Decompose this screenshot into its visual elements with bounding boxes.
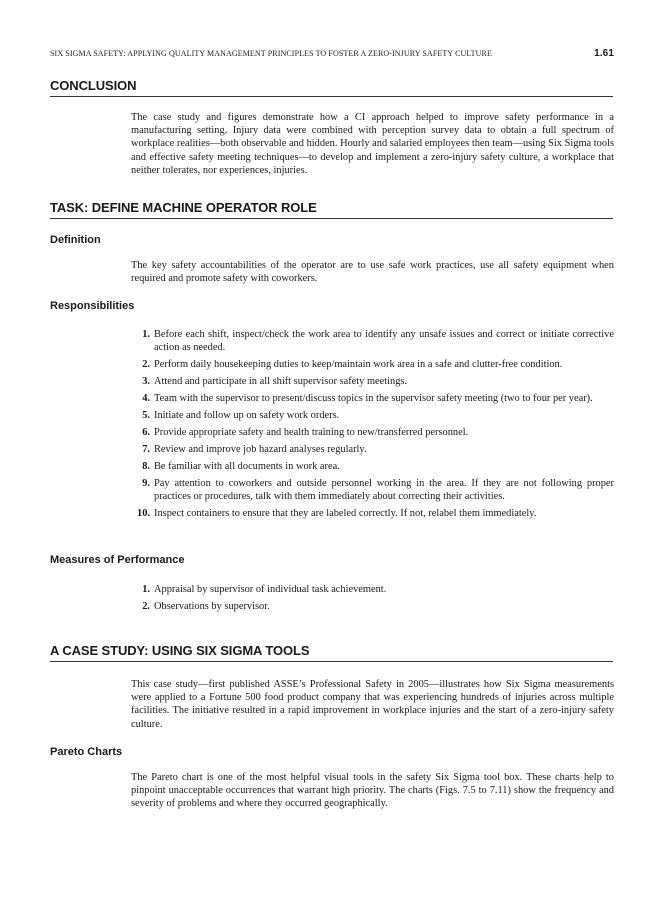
pareto-heading: Pareto Charts	[50, 746, 123, 758]
list-item-text: Before each shift, inspect/check the work area to identify any unsafe issues and correct or initiate corrective action as needed.	[154, 329, 614, 354]
list-item-number: 5.	[142, 410, 150, 422]
list-item-text: Appraisal by supervisor of individual task achievement.	[154, 584, 387, 595]
case-study-paragraph: This case study—first published ASSE’s Professional Safety in 2005—illustrates how Six Sigma measurements were applied to a Fortune 500 food product company that was experiencing hundreds of injuries across multiple facilities. The initiative resulted in a rapid improvement in workplace injuries and the start of a zero-injury safety culture.	[131, 679, 614, 730]
list-item-text: Team with the supervisor to present/discuss topics in the supervisor safety meeting (two to four per year).	[154, 393, 593, 405]
list-item-text: Pay attention to coworkers and outside personnel working in the area. If they are not following proper practices or procedures, talk with them immediately about correcting their activities.	[154, 478, 614, 503]
list-item	[112, 477, 614, 503]
conclusion-heading: CONCLUSION	[50, 78, 613, 97]
measures-heading: Measures of Performance	[50, 554, 185, 566]
conclusion-paragraph: The case study and figures demonstrate how a CI approach helped to improve safety performance in a manufacturing setting. Injury data were combined with perception survey data to obtain a full spectrum of workplace realities—both observable and hidden. Hourly and salaried employees then team—using Six Sigma tools and effective safety meeting techniques—to develop and implement a zero-injury safety culture, a workplace that neither tolerates, nor experiences, injuries.	[131, 112, 614, 176]
responsibilities-heading: Responsibilities	[50, 300, 135, 312]
list-item	[112, 443, 614, 456]
list-item	[112, 392, 614, 405]
list-item-text: Initiate and follow up on safety work orders.	[154, 410, 340, 422]
list-item-text: Review and improve job hazard analyses regularly.	[154, 444, 367, 456]
list-item-number: 2.	[142, 359, 150, 371]
list-item	[112, 409, 614, 422]
list-item-number: 1.	[142, 329, 150, 340]
list-item-number: 8.	[142, 461, 150, 473]
list-item-number: 1.	[142, 584, 150, 595]
list-item	[112, 426, 614, 439]
list-item	[112, 358, 614, 371]
list-item-text: Attend and participate in all shift supervisor safety meetings.	[154, 376, 408, 388]
running-head	[50, 48, 614, 64]
pareto-paragraph: The Pareto chart is one of the most helpful visual tools in the safety Six Sigma tool box. These charts help to pinpoint unacceptable occurrences that warrant high priority. The charts (Figs. 7.5 to 7.11) show the frequency and severity of problems and where they occurred geographically.	[131, 772, 614, 810]
list-item	[112, 328, 614, 354]
case-study-heading: A CASE STUDY: USING SIX SIGMA TOOLS	[50, 643, 613, 662]
list-item-text: Inspect containers to ensure that they are labeled correctly. If not, relabel them immediately.	[154, 508, 537, 520]
list-item	[112, 507, 614, 520]
definition-heading: Definition	[50, 234, 101, 246]
list-item-number: 4.	[142, 393, 150, 405]
definition-paragraph: The key safety accountabilities of the operator are to use safe work practices, use all safety equipment when required and promote safety with coworkers.	[131, 260, 614, 285]
task-heading: TASK: DEFINE MACHINE OPERATOR ROLE	[50, 200, 613, 219]
list-item-number: 9.	[142, 478, 150, 490]
responsibilities-list	[112, 328, 614, 524]
list-item-text: Be familiar with all documents in work area.	[154, 461, 340, 473]
list-item-number: 2.	[142, 601, 150, 612]
list-item-number: 3.	[142, 376, 150, 388]
measures-list	[131, 583, 614, 617]
list-item	[112, 375, 614, 388]
running-head-title: SIX SIGMA SAFETY: APPLYING QUALITY MANAGEMENT PRINCIPLES TO FOSTER A ZERO-INJURY SAFETY CULTURE	[50, 49, 492, 58]
list-item-text: Observations by supervisor.	[154, 601, 270, 612]
list-item	[131, 600, 614, 613]
list-item	[112, 460, 614, 473]
list-item-text: Perform daily housekeeping duties to keep/maintain work area in a safe and clutter-free condition.	[154, 359, 563, 371]
list-item-number: 6.	[142, 427, 150, 439]
page-number: 1.61	[594, 48, 614, 59]
list-item	[131, 583, 614, 596]
list-item-number: 10.	[137, 508, 150, 520]
list-item-number: 7.	[142, 444, 150, 456]
list-item-text: Provide appropriate safety and health training to new/transferred personnel.	[154, 427, 469, 439]
